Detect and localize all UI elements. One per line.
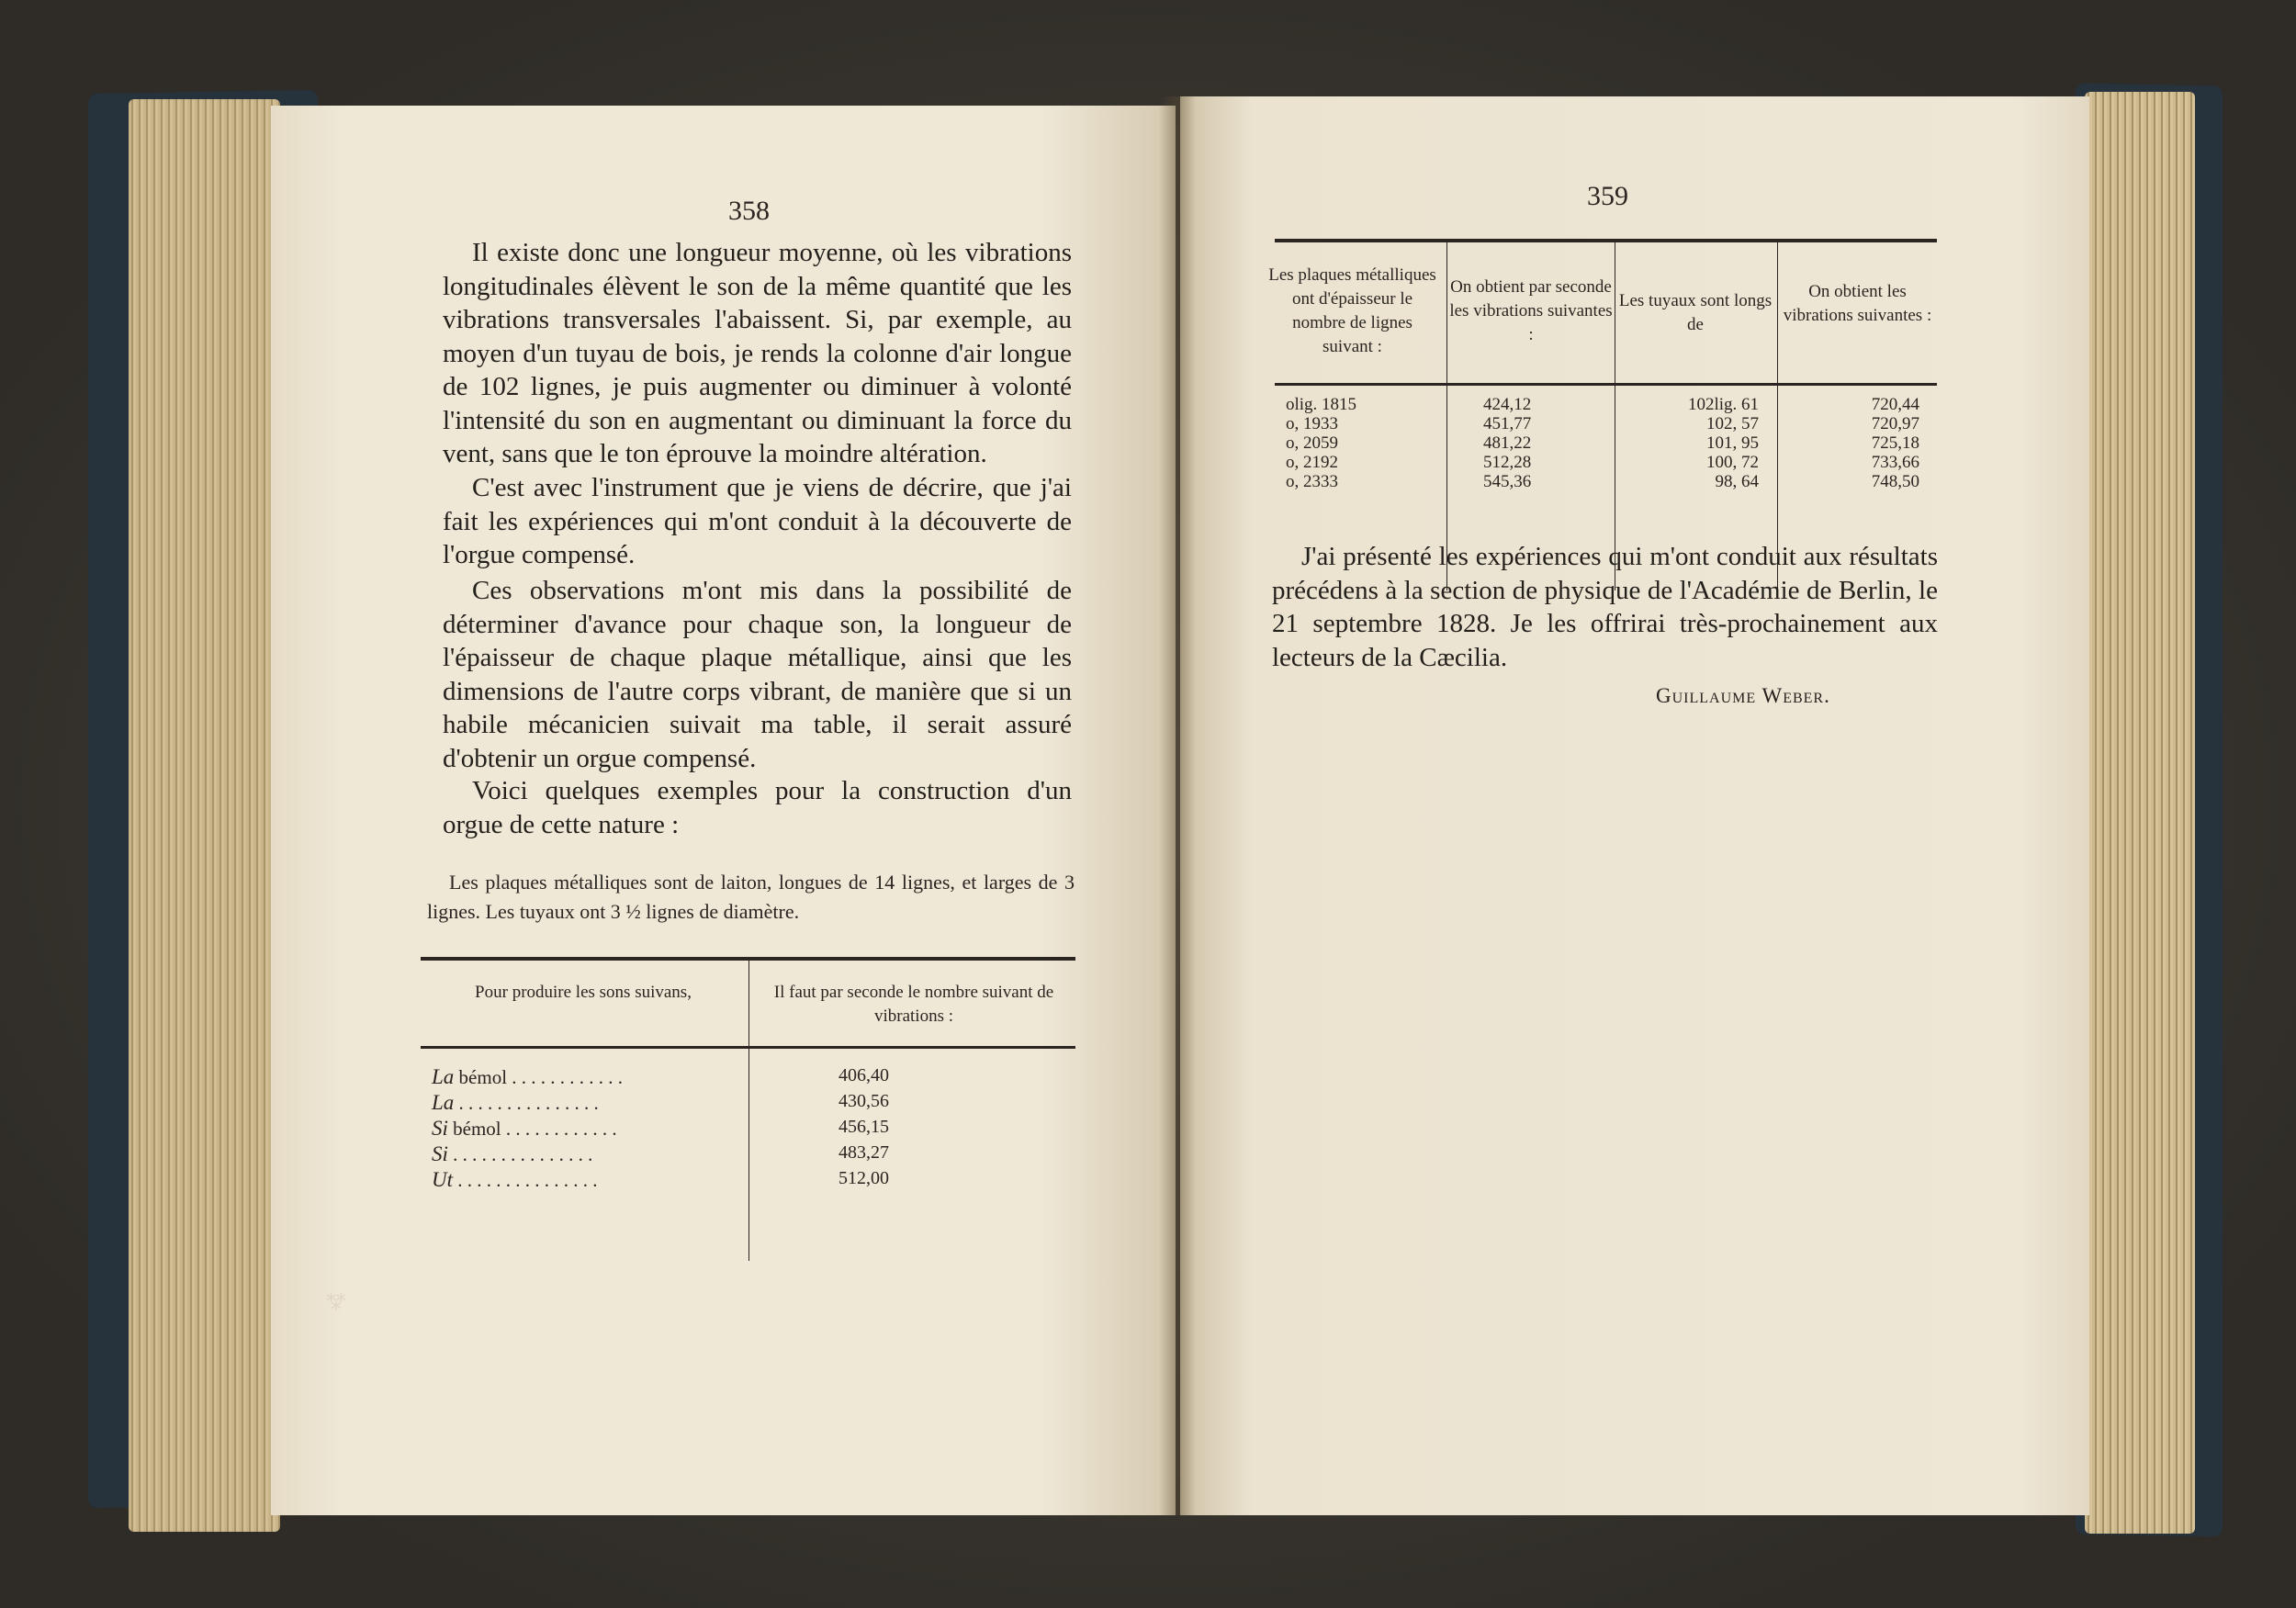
table-cell: 424,12 [1483, 395, 1532, 414]
table-header-sounds: Pour produire les sons suivans, [475, 983, 692, 1002]
page-edges-left [129, 99, 280, 1532]
table-top-rule [1275, 239, 1937, 242]
paragraph: J'ai présenté les expériences qui m'ont conduit aux résultats précédens à la section de physique de l'Académie de Berlin, le 21 septembre 1828. Je les offrirai très-prochainement aux lecteurs de la Cæcilia. [1272, 542, 1938, 672]
table-cell: o, 2192 [1286, 453, 1338, 472]
bleed-through: ⁂ [326, 1288, 346, 1311]
left-page [271, 106, 1176, 1515]
table-cell: 101, 95 [1706, 433, 1759, 453]
gutter [1159, 96, 1196, 1515]
paragraph-1: Il existe donc une longueur moyenne, où les vibrations longitudinales élèvent le son de la même quantité que les vibrations transversales l'abaissent. Si, par exemple, au moyen d'un tuyau de bois, je rends la colonne d'air longue de 102 lignes, je puis augmenter ou diminuer à volonté l'intensité du son en augmentant ou diminuant la force du vent, sans que le ton éprouve la moindre altération. [443, 238, 1072, 468]
paragraph-2: C'est avec l'instrument que je viens de décrire, que j'ai fait les expériences qui m'ont conduit à la découverte de l'orgue compensé. [443, 473, 1072, 569]
table-cell: 512,28 [1483, 453, 1532, 472]
table-cell: 98, 64 [1715, 472, 1759, 491]
col-divider-1 [1446, 242, 1447, 590]
table-row-value: 483,27 [838, 1142, 889, 1163]
signature: Guillaume Weber. [1656, 684, 1830, 707]
table-row-value: 456,15 [838, 1117, 889, 1137]
table-row-label: Si bémol . . . . . . . . . . . . [432, 1117, 617, 1140]
header-vibrations-2: On obtient les vibrations suivantes : [1783, 282, 1932, 325]
paragraph-3: Ces observations m'ont mis dans la possibilité de déterminer d'avance pour chaque son, la longueur de l'épaisseur de chaque plaque métallique, ainsi que les dimensions de l'autre corps vibrant, de manière que si un habile mécanicien suivait ma table, il serait assuré d'obtenir un orgue compensé. [443, 576, 1072, 773]
note: Les plaques métalliques sont de laiton, longues de 14 lignes, et larges de 3 lignes. Les tuyaux ont 3 ½ lignes de diamètre. [427, 871, 1075, 923]
col-divider-3 [1777, 242, 1778, 590]
table-cell: 102lig. 61 [1687, 395, 1759, 414]
table-cell: o, 1933 [1286, 414, 1338, 433]
table-cell: 100, 72 [1706, 453, 1759, 472]
table-header-rule [1275, 383, 1937, 386]
right-page [1180, 96, 2089, 1515]
header-thickness: Les plaques métalliques ont d'épaisseur le nombre de lignes suivant : [1268, 265, 1436, 356]
table-cell: 725,18 [1871, 433, 1919, 453]
table-cell: olig. 1815 [1286, 395, 1357, 414]
table-cell: 481,22 [1483, 433, 1532, 453]
page-number: 359 [1587, 181, 1628, 211]
table-column-divider [748, 960, 749, 1261]
table-row-label: Ut . . . . . . . . . . . . . . . [432, 1168, 598, 1191]
table-cell: o, 2333 [1286, 472, 1338, 491]
header-tube-length: Les tuyaux sont longs de [1618, 291, 1773, 334]
page-edges-right [2085, 92, 2195, 1534]
table-header-vibrations: Il faut par seconde le nombre suivant de vibrations : [773, 983, 1054, 1026]
table-cell: 545,36 [1483, 472, 1532, 491]
table-cell: o, 2059 [1286, 433, 1338, 453]
table-row-label: Si . . . . . . . . . . . . . . . [432, 1142, 593, 1165]
table-cell: 733,66 [1871, 453, 1919, 472]
table-cell: 102, 57 [1706, 414, 1759, 433]
table-row-value: 406,40 [838, 1065, 889, 1085]
page-number: 358 [728, 196, 770, 226]
table-cell: 748,50 [1871, 472, 1919, 491]
table-row-value: 430,56 [838, 1091, 889, 1111]
header-vibrations-1: On obtient par seconde les vibrations suivantes : [1449, 277, 1613, 344]
table-row-label: La . . . . . . . . . . . . . . . [432, 1091, 599, 1114]
table-cell: 451,77 [1483, 414, 1532, 433]
table-row-value: 512,00 [838, 1168, 889, 1188]
table-cell: 720,97 [1871, 414, 1919, 433]
paragraph-4: Voici quelques exemples pour la construction d'un orgue de cette nature : [443, 776, 1072, 839]
table-cell: 720,44 [1871, 395, 1919, 414]
table-row-label: La bémol . . . . . . . . . . . . [432, 1065, 624, 1088]
